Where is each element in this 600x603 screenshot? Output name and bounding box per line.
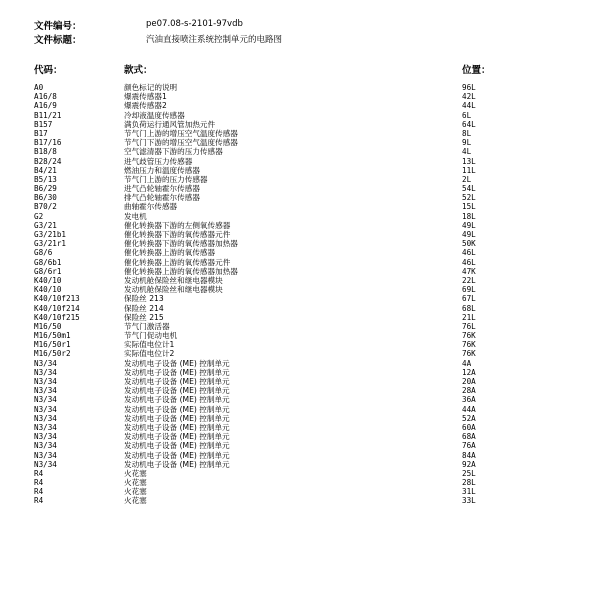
table-row (0, 83, 600, 92)
row-code: K40/10 (34, 285, 62, 295)
component-list (0, 83, 600, 506)
row-code: G2 (34, 211, 44, 221)
row-description: 颜色标记的说明 (124, 83, 178, 92)
table-row (0, 267, 600, 276)
table-row (0, 340, 600, 349)
row-position: 2L (462, 174, 472, 184)
table-row (0, 496, 600, 505)
row-description: 曲轴霍尔传感器 (124, 202, 178, 212)
row-position: 76K (462, 340, 476, 350)
row-code: A0 (34, 83, 44, 92)
table-row (0, 258, 600, 267)
row-description: 爆震传感器2 (124, 101, 167, 111)
row-position: 31L (462, 487, 476, 497)
row-description: 节气门上游的压力传感器 (124, 174, 208, 184)
row-position: 44L (462, 101, 476, 111)
row-description: 节气门上游的增压空气温度传感器 (124, 128, 238, 138)
row-description: 发动机电子设备 (ME) 控制单元 (124, 404, 230, 414)
row-code: B6/30 (34, 193, 57, 203)
row-code: K40/10f215 (34, 312, 80, 322)
row-position: 42L (462, 92, 476, 102)
file-number-row (34, 18, 82, 32)
row-description: 发动机电子设备 (ME) 控制单元 (124, 432, 230, 442)
row-code: A16/9 (34, 101, 57, 111)
row-description: 催化转换器下游的氧传感器元件 (124, 230, 231, 239)
table-row (0, 147, 600, 156)
table-row (0, 313, 600, 322)
row-code: N3/34 (34, 432, 57, 442)
row-code: B11/21 (34, 110, 62, 120)
row-position: 69L (462, 285, 476, 295)
table-row (0, 304, 600, 313)
file-title-row (34, 32, 82, 46)
row-description: 节气门促动电机 (124, 331, 178, 341)
row-code: M16/50r2 (34, 349, 71, 359)
row-position: 4A (462, 358, 472, 368)
row-description: 发动机电子设备 (ME) 控制单元 (124, 441, 230, 451)
row-code: B6/29 (34, 184, 57, 194)
table-row (0, 184, 600, 193)
table-row (0, 331, 600, 340)
row-position: 64L (462, 119, 476, 129)
table-row (0, 441, 600, 450)
row-description: 节气门激活器 (124, 321, 170, 331)
row-description: 催化转换器上游的氧传感器加热器 (124, 266, 238, 276)
row-code: R4 (34, 468, 44, 478)
file-title-value: 汽油直接喷注系统控制单元的电路图 (146, 35, 283, 45)
row-code: N3/34 (34, 358, 57, 368)
row-code: K40/10 (34, 275, 62, 285)
row-code: R4 (34, 496, 44, 506)
row-description: 催化转换器上游的氧传感器 (124, 248, 216, 258)
row-position: 12A (462, 367, 476, 377)
row-description: 满负荷运行通风管加热元件 (124, 119, 216, 129)
table-row (0, 359, 600, 368)
row-position: 21L (462, 312, 476, 322)
row-position: 15L (462, 202, 476, 212)
row-code: N3/34 (34, 395, 57, 405)
row-description: 排气凸轮轴霍尔传感器 (124, 193, 200, 203)
row-position: 28A (462, 386, 476, 396)
row-description: 发动机电子设备 (ME) 控制单元 (124, 395, 230, 405)
file-title-label: 文件标题： (34, 35, 82, 46)
row-description: 保险丝 213 (124, 294, 164, 304)
row-position: 49L (462, 230, 476, 239)
row-position: 52L (462, 193, 476, 203)
row-description: 火花塞 (124, 478, 147, 488)
row-code: M16/50m1 (34, 331, 71, 341)
row-code: G8/6b1 (34, 257, 62, 267)
row-description: 发动机电子设备 (ME) 控制单元 (124, 377, 230, 386)
table-row (0, 285, 600, 294)
row-code: B70/2 (34, 202, 57, 212)
row-description: 冷却液温度传感器 (124, 110, 185, 120)
table-row (0, 248, 600, 257)
row-description: 发动机电子设备 (ME) 控制单元 (124, 367, 230, 377)
table-row (0, 120, 600, 129)
row-code: N3/34 (34, 367, 57, 377)
row-code: K40/10f214 (34, 303, 80, 313)
row-code: B18/8 (34, 147, 57, 157)
table-row (0, 212, 600, 221)
row-position: 76A (462, 441, 476, 451)
row-code: N3/34 (34, 422, 57, 432)
table-row (0, 487, 600, 496)
row-code: N3/34 (34, 386, 57, 396)
row-position: 84A (462, 450, 476, 460)
row-description: 进气凸轮轴霍尔传感器 (124, 184, 200, 194)
row-code: A16/8 (34, 92, 57, 102)
row-code: G8/6r1 (34, 266, 62, 276)
row-code: B17 (34, 128, 48, 138)
row-description: 催化转换器上游的氧传感器元件 (124, 257, 231, 267)
row-description: 实际值电位计2 (124, 349, 175, 359)
row-position: 9L (462, 138, 472, 148)
row-description: 实际值电位计1 (124, 340, 175, 350)
row-code: G3/21b1 (34, 230, 67, 239)
row-position: 76K (462, 349, 476, 359)
table-row (0, 294, 600, 303)
row-description: 发动机电子设备 (ME) 控制单元 (124, 358, 230, 368)
row-position: 68A (462, 432, 476, 442)
table-row (0, 276, 600, 285)
table-row (0, 478, 600, 487)
row-position: 20A (462, 377, 476, 386)
row-position: 49L (462, 220, 476, 230)
table-row (0, 423, 600, 432)
row-position: 13L (462, 156, 476, 166)
row-position: 60A (462, 422, 476, 432)
row-description: 空气滤清器下游的压力传感器 (124, 147, 223, 157)
row-code: R4 (34, 478, 44, 488)
row-description: 保险丝 214 (124, 303, 164, 313)
row-description: 发动机舱保险丝和继电器模块 (124, 275, 223, 285)
row-description: 催化转换器下游的左侧氧传感器 (124, 220, 231, 230)
row-code: G3/21 (34, 220, 57, 230)
row-position: 54L (462, 184, 476, 194)
table-row (0, 129, 600, 138)
table-row (0, 92, 600, 101)
row-description: 发动机电子设备 (ME) 控制单元 (124, 422, 230, 432)
table-row (0, 469, 600, 478)
table-row (0, 111, 600, 120)
row-code: R4 (34, 487, 44, 497)
row-code: N3/34 (34, 404, 57, 414)
row-position: 11L (462, 165, 476, 175)
row-description: 火花塞 (124, 496, 147, 506)
row-code: N3/34 (34, 413, 57, 423)
table-row (0, 414, 600, 423)
row-description: 进气歧管压力传感器 (124, 156, 193, 166)
table-row (0, 395, 600, 404)
table-row (0, 221, 600, 230)
row-position: 6L (462, 110, 472, 120)
table-row (0, 386, 600, 395)
row-description: 节气门下游的增压空气温度传感器 (124, 138, 238, 148)
row-code: B157 (34, 119, 53, 129)
row-description: 催化转换器下游的氧传感器加热器 (124, 239, 238, 249)
row-position: 76K (462, 331, 476, 341)
row-position: 46L (462, 248, 476, 258)
row-description: 发动机电子设备 (ME) 控制单元 (124, 386, 230, 396)
row-description: 发动机电子设备 (ME) 控制单元 (124, 413, 230, 423)
row-position: 68L (462, 303, 476, 313)
row-position: 28L (462, 478, 476, 488)
table-row (0, 377, 600, 386)
file-number-value: pe07.08-s-2101-97vdb (146, 19, 243, 29)
row-position: 18L (462, 211, 476, 221)
table-row (0, 322, 600, 331)
row-code: K40/10f213 (34, 294, 80, 304)
row-position: 67L (462, 294, 476, 304)
table-row (0, 166, 600, 175)
row-code: M16/50r1 (34, 340, 71, 350)
row-code: N3/34 (34, 377, 57, 386)
row-description: 燃油压力和温度传感器 (124, 165, 200, 175)
table-row (0, 101, 600, 110)
row-code: G8/6 (34, 248, 53, 258)
row-position: 22L (462, 275, 476, 285)
table-row (0, 405, 600, 414)
row-code: B4/21 (34, 165, 57, 175)
table-row (0, 368, 600, 377)
table-row (0, 460, 600, 469)
row-code: G3/21r1 (34, 239, 67, 249)
file-number-label: 文件编号： (34, 21, 82, 32)
column-header-code: 代码： (34, 65, 63, 76)
row-description: 火花塞 (124, 487, 147, 497)
column-header-pos: 位置： (462, 65, 491, 76)
row-position: 25L (462, 468, 476, 478)
row-position: 8L (462, 128, 472, 138)
row-code: N3/34 (34, 450, 57, 460)
row-code: N3/34 (34, 459, 57, 469)
row-position: 47K (462, 266, 476, 276)
row-description: 发动机舱保险丝和继电器模块 (124, 285, 223, 295)
row-position: 96L (462, 83, 476, 92)
row-position: 36A (462, 395, 476, 405)
row-code: B17/16 (34, 138, 62, 148)
table-row (0, 239, 600, 248)
row-code: N3/34 (34, 441, 57, 451)
table-row (0, 451, 600, 460)
row-description: 发电机 (124, 211, 147, 221)
row-description: 保险丝 215 (124, 312, 164, 322)
row-position: 4L (462, 147, 472, 157)
row-position: 46L (462, 257, 476, 267)
row-description: 发动机电子设备 (ME) 控制单元 (124, 459, 230, 469)
table-row (0, 193, 600, 202)
row-description: 发动机电子设备 (ME) 控制单元 (124, 450, 230, 460)
table-row (0, 175, 600, 184)
table-row (0, 202, 600, 211)
table-row (0, 230, 600, 239)
row-position: 76L (462, 321, 476, 331)
row-position: 50K (462, 239, 476, 249)
table-row (0, 157, 600, 166)
row-position: 44A (462, 404, 476, 414)
row-code: B5/13 (34, 174, 57, 184)
table-row (0, 432, 600, 441)
table-row (0, 349, 600, 358)
table-row (0, 138, 600, 147)
row-code: M16/50 (34, 321, 62, 331)
row-position: 92A (462, 459, 476, 469)
column-header-desc: 款式： (124, 65, 153, 76)
row-position: 33L (462, 496, 476, 506)
row-position: 52A (462, 413, 476, 423)
row-description: 火花塞 (124, 468, 147, 478)
row-description: 爆震传感器1 (124, 92, 167, 102)
row-code: B28/24 (34, 156, 62, 166)
